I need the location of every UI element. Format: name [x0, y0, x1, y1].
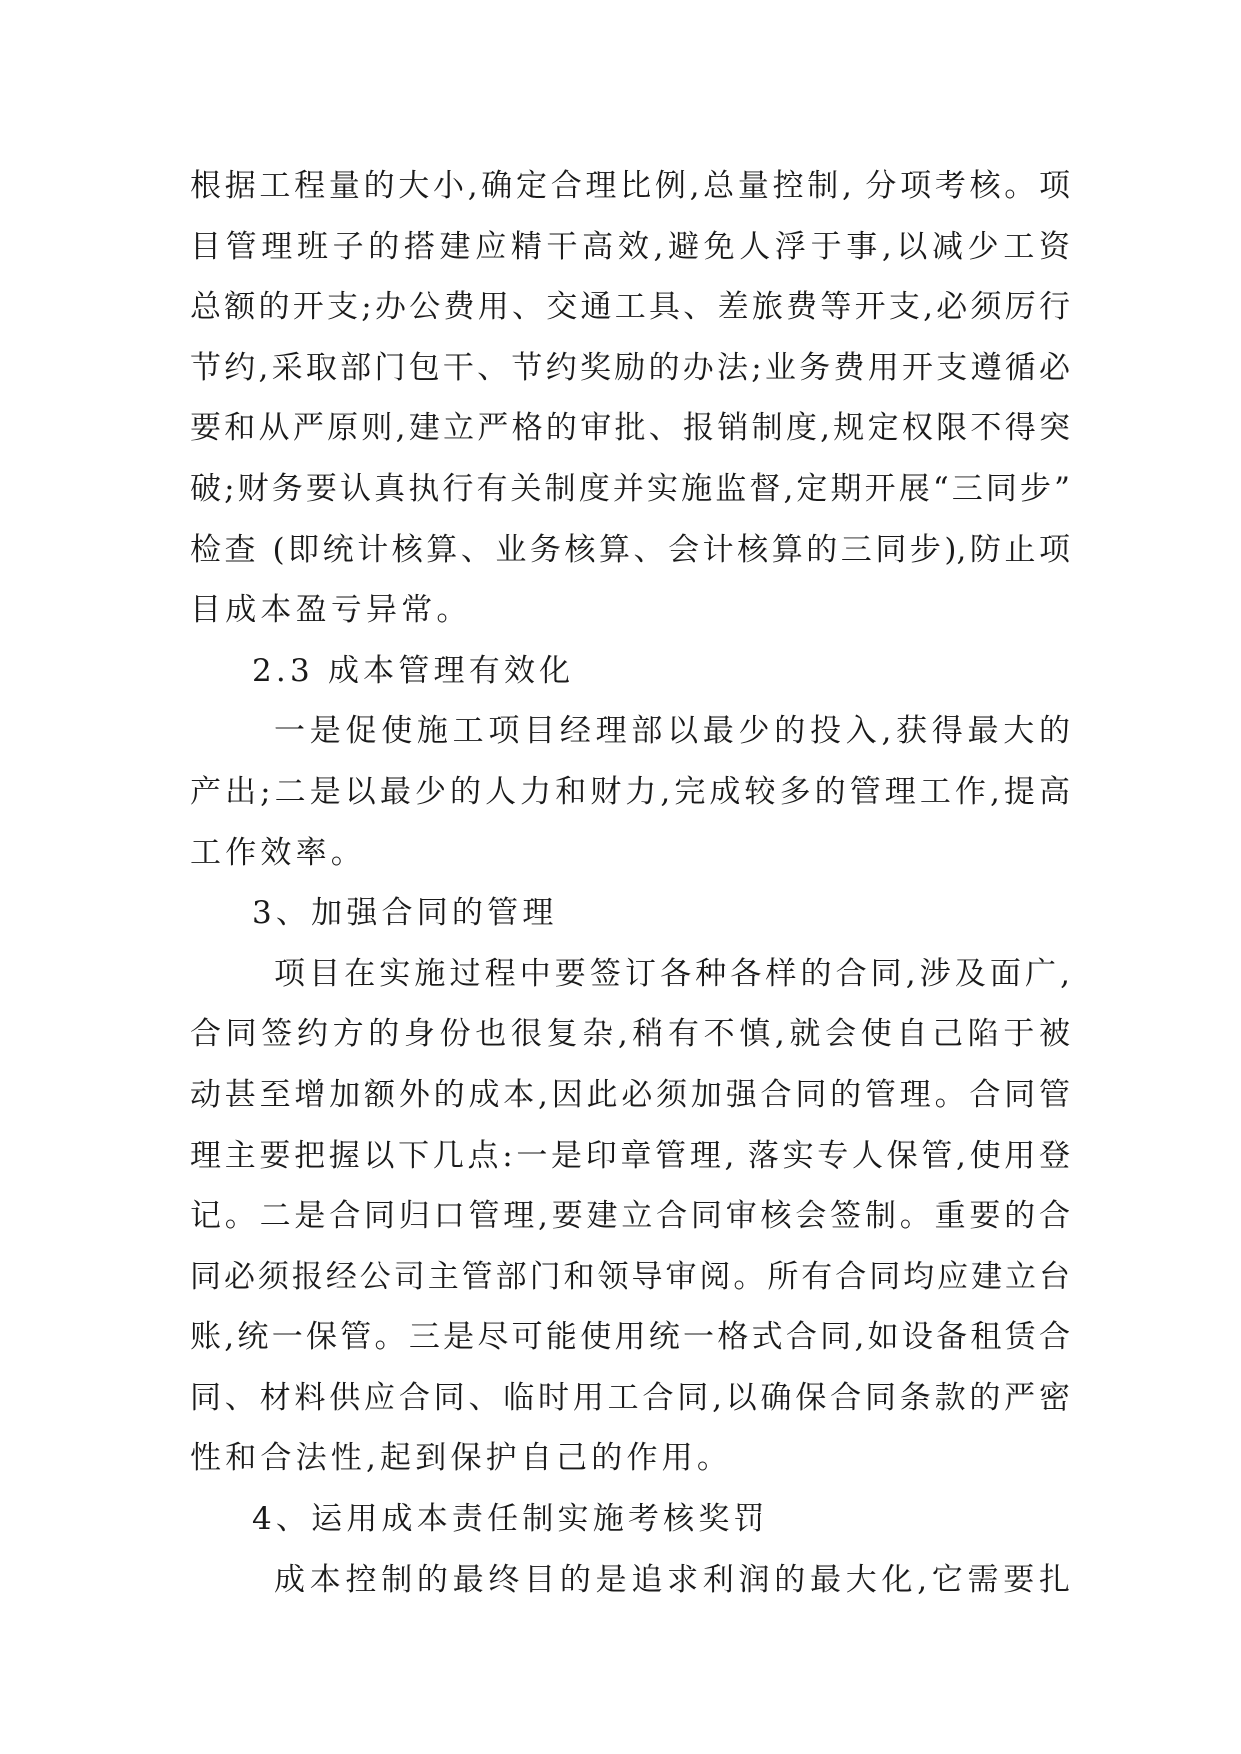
- paragraph-line: 记。二是合同归口管理,要建立合同审核会签制。重要的合: [190, 1198, 1070, 1235]
- paragraph-line: 目管理班子的搭建应精干高效,避免人浮于事,以减少工资: [190, 228, 1070, 265]
- section-heading-2-3: 2.3 成本管理有效化: [252, 652, 575, 689]
- paragraph-line: 根据工程量的大小,确定合理比例,总量控制, 分项考核。项: [190, 168, 1070, 204]
- paragraph-line: 要和从严原则,建立严格的审批、报销制度,规定权限不得突: [190, 410, 1070, 447]
- paragraph-line: 合同签约方的身份也很复杂,稍有不慎,就会使自己陷于被: [190, 1016, 1070, 1053]
- paragraph-line: 理主要把握以下几点:一是印章管理, 落实专人保管,使用登: [190, 1137, 1070, 1174]
- paragraph-line: 动甚至增加额外的成本,因此必须加强合同的管理。合同管: [190, 1076, 1070, 1113]
- paragraph-line: 一是促使施工项目经理部以最少的投入,获得最大的: [274, 713, 1070, 750]
- paragraph-line: 检查 (即统计核算、业务核算、会计核算的三同步),防止项: [190, 531, 1070, 568]
- paragraph-line: 破;财务要认真执行有关制度并实施监督,定期开展“三同步”: [190, 470, 1070, 507]
- paragraph-line: 性和合法性,起到保护自己的作用。: [190, 1440, 733, 1477]
- paragraph-line: 同、材料供应合同、临时用工合同,以确保合同条款的严密: [190, 1379, 1070, 1416]
- section-heading-3: 3、加强合同的管理: [252, 895, 558, 932]
- paragraph-line: 目成本盈亏异常。: [190, 592, 472, 629]
- paragraph-line: 总额的开支;办公费用、交通工具、差旅费等开支,必须厉行: [190, 289, 1070, 326]
- section-heading-4: 4、运用成本责任制实施考核奖罚: [252, 1501, 769, 1538]
- paragraph-line: 产出;二是以最少的人力和财力,完成较多的管理工作,提高: [190, 773, 1070, 810]
- paragraph-line: 账,统一保管。三是尽可能使用统一格式合同,如设备租赁合: [190, 1319, 1070, 1356]
- paragraph-line: 成本控制的最终目的是追求利润的最大化,它需要扎: [274, 1561, 1070, 1598]
- paragraph-line: 项目在实施过程中要签订各种各样的合同,涉及面广,: [274, 955, 1070, 992]
- paragraph-line: 工作效率。: [190, 834, 366, 871]
- paragraph-line: 同必须报经公司主管部门和领导审阅。所有合同均应建立台: [190, 1258, 1070, 1295]
- document-body: [190, 156, 1070, 1610]
- paragraph-line: 节约,采取部门包干、节约奖励的办法;业务费用开支遵循必: [190, 349, 1070, 386]
